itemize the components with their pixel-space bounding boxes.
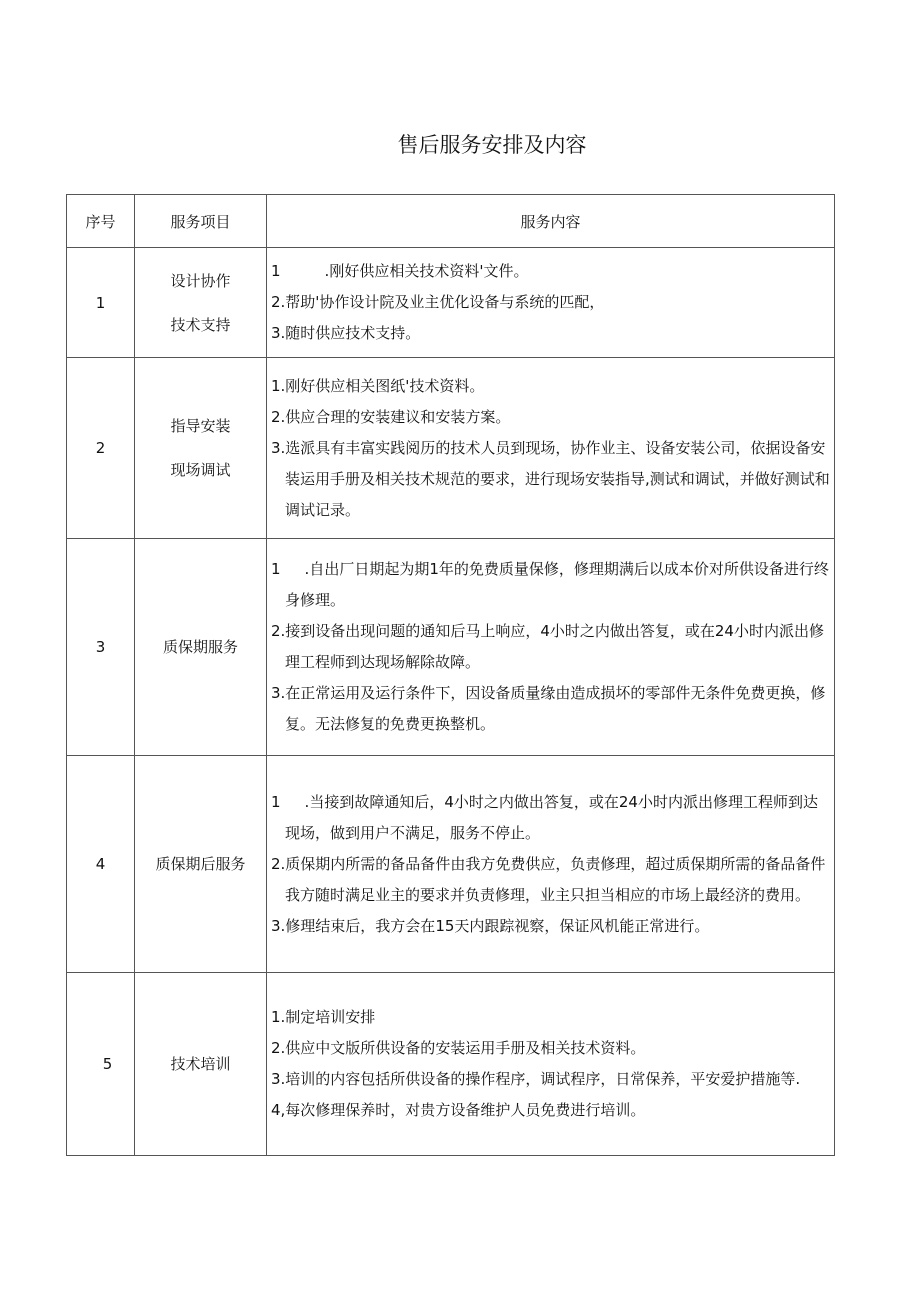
table-header-row [67,195,835,248]
row-number: 2 [67,358,135,539]
row-number: 4 [67,756,135,973]
row-service-name [135,539,267,756]
table-row [67,973,835,1156]
service-name-line: 质保期后服务 [155,855,246,873]
row-service-content [267,756,835,973]
row-number: 1 [67,248,135,358]
row-service-content [267,248,835,358]
content-item: 3.选派具有丰富实践阅历的技术人员到现场，协作业主、设备安装公司，依据设备安装运用手册及相关技术规范的要求，进行现场安装指导,测试和调试，并做好测试和调试记录。 [271,438,830,519]
row-service-name [135,358,267,539]
content-item [271,554,830,616]
content-item: 2.帮助'协作设计院及业主优化设备与系统的匹配， [271,293,605,311]
content-item [271,787,830,849]
item-lead: 1 [271,262,281,280]
item-text: .刚好供应相关技术资料'文件。 [324,262,529,280]
item-lead: 1 [271,792,281,811]
header-service-content: 服务内容 [267,195,835,248]
service-name-line: 设计协作 [170,271,231,290]
content-item: 1.制定培训安排 [271,1008,376,1026]
content-item: 1.刚好供应相关图纸'技术资料。 [271,376,485,395]
table-row [67,756,835,973]
content-item: 2.接到设备出现问题的通知后马上响应，4小时之内做出答复，或在24小时内派出修理工程师到达现场解除故障。 [271,622,824,671]
row-service-name [135,973,267,1156]
row-service-content [267,973,835,1156]
service-table [66,194,835,1156]
content-item: 3.培训的内容包括所供设备的操作程序，调试程序，日常保养，平安爱护措施等. [271,1070,801,1088]
row-service-content [267,539,835,756]
header-service-item: 服务项目 [135,195,267,248]
table-row [67,248,835,358]
table-row [67,539,835,756]
page-title: 售后服务安排及内容 [397,133,587,157]
row-number: 5 [67,973,135,1156]
content-item: 2.供应合理的安装建议和安装方案。 [271,407,511,426]
service-name-line: 质保期服务 [162,638,238,656]
service-name-line: 现场调试 [170,461,231,479]
row-number: 3 [67,539,135,756]
content-item: 3.随时供应技术支持。 [271,324,421,342]
content-item: 3.修理结束后，我方会在15天内跟踪视察，保证风机能正常进行。 [271,916,710,935]
content-item: 4,每次修理保养时，对贵方设备维护人员免费进行培训。 [271,1101,646,1119]
table-row [67,358,835,539]
item-text: .自出厂日期起为期1年的免费质量保修，修理期满后以成本价对所供设备进行终身修理。 [285,560,829,609]
content-item [271,256,830,287]
service-name-line: 技术支持 [170,315,231,334]
content-item: 3.在正常运用及运行条件下，因设备质量缘由造成损坏的零部件无条件免费更换，修复。无法修复的免费更换整机。 [271,684,826,733]
item-text: .当接到故障通知后，4小时之内做出答复，或在24小时内派出修理工程师到达现场，做到用户不满足，服务不停止。 [285,792,818,842]
item-lead: 1 [271,560,281,578]
service-name-line: 技术培训 [170,1055,231,1073]
row-service-content [267,358,835,539]
content-item: 2.供应中文版所供设备的安装运用手册及相关技术资料。 [271,1039,646,1057]
service-name-line: 指导安装 [170,417,231,435]
header-seq: 序号 [67,195,135,248]
row-service-name [135,248,267,358]
content-item: 2.质保期内所需的备品备件由我方免费供应，负责修理，超过质保期所需的备品备件我方随时满足业主的要求并负责修理，业主只担当相应的市场上最经济的费用。 [271,854,826,904]
row-service-name [135,756,267,973]
